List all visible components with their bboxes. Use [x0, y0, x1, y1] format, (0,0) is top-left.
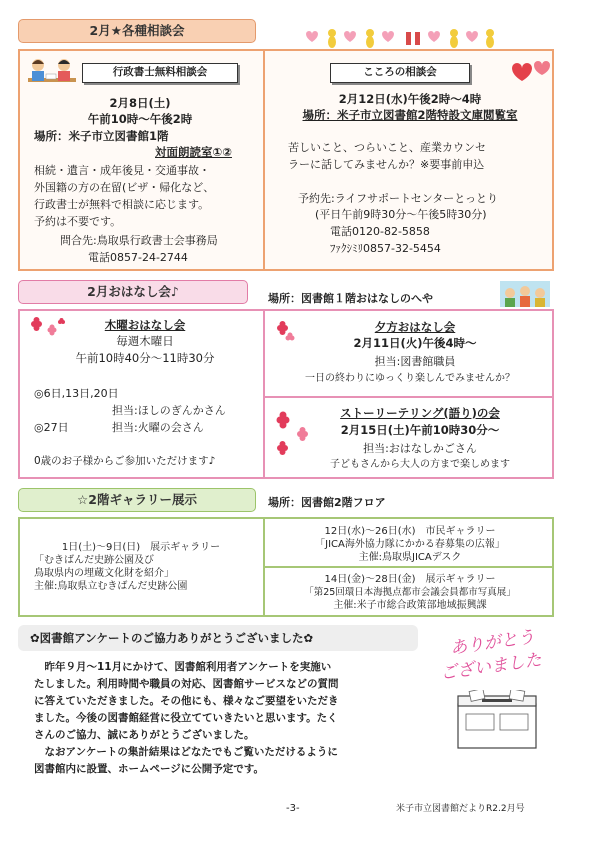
gyosei-body-line: 予約は不要です。 [34, 215, 122, 228]
mokuyo-title: 木曜おはなし会 [104, 318, 186, 332]
yugata-staff: 担当:図書館職員 [374, 355, 456, 368]
survey-line: ました。今後の図書館経営に役立てていきたいと思います。たく [34, 712, 338, 724]
kokoro-body-line: 苦しいこと、つらいこと、産業カウンセ [288, 141, 486, 154]
gyosei-time: 午前10時～午後2時 [87, 112, 193, 126]
gallery-header: ☆2階ギャラリー展示 [18, 488, 256, 512]
yugata-title: 夕方おはなし会 [374, 320, 456, 334]
story-date: 2月15日(土)午前10時30分～ [340, 423, 500, 437]
story-note: 子どもさんから大人の方まで楽しめます [330, 459, 510, 470]
story-title: ストーリーテリング(語り)の会 [340, 406, 500, 420]
thanks-text: ございました [439, 649, 543, 685]
kokoro-date: 2月12日(水)午後2時～4時 [338, 92, 482, 106]
kokoro-place: 場所：米子市立図書館2階特設文庫閲覧室 [302, 108, 518, 122]
gallery-right2-line: 14日(金)～28日(金) 展示ギャラリー [324, 574, 496, 585]
ohanashi-vdivider [263, 311, 265, 477]
kokoro-fax: ﾌｧｸｼﾐﾘ0857-32-5454 [330, 242, 441, 255]
ohanashi-hdivider [265, 396, 552, 398]
soudan-header: 2月★各種相談会 [18, 19, 256, 43]
mokuyo-note: 0歳のお子様からご参加いただけます♪ [34, 455, 216, 467]
mokuyo-line1-staff: 担当:ほしのぎんかさん [112, 404, 226, 417]
yugata-date: 2月11日(火)午後4時～ [353, 336, 477, 350]
survey-line: 図書館内に設置、ホームページに公開予定です。 [34, 763, 264, 775]
gyosei-contact: 問合先:鳥取県行政書士会事務局 [60, 234, 218, 247]
gallery-right1-line: 主催:鳥取県JICAデスク [358, 552, 462, 563]
footer-credit: 米子市立図書館だよりR2.2月号 [396, 804, 525, 814]
gallery-right1-line: 「JICA海外協力隊にかかる春募集の広報」 [315, 539, 505, 550]
survey-header: ✿図書館アンケートのご協力ありがとうございました✿ [18, 625, 418, 651]
gallery-right2-line: 主催:米子市総合政策部地域振興課 [333, 600, 487, 611]
soudan-divider [263, 51, 265, 269]
mokuyo-time: 午前10時40分～11時30分 [75, 351, 215, 365]
story-staff: 担当:おはなしかごさん [363, 442, 477, 455]
mokuyo-freq: 毎週木曜日 [116, 334, 174, 348]
gyosei-place1: 場所：米子市立図書館1階 [34, 129, 169, 143]
gyosei-body-line: 外国籍の方の在留(ビザ・帰化など、 [34, 181, 215, 194]
gyosei-phone: 電話0857-24-2744 [88, 251, 188, 264]
survey-line: に答えていただきました。その他にも、様々なご要望をいただき [34, 695, 339, 707]
survey-box-illustration-icon [452, 690, 542, 752]
mokuyo-line2: ◎27日 [34, 421, 69, 434]
mokuyo-line2-staff: 担当:火曜の会さん [112, 421, 204, 434]
hearts-icon [510, 58, 552, 86]
thanks-text: ありがとう [449, 627, 536, 659]
plum-blossom-icon [272, 320, 296, 344]
gallery-right2-line: 「第25回環日本海拠点都市会議会員都市写真展」 [304, 587, 516, 598]
gallery-place: 場所：図書館2階フロア [268, 496, 386, 509]
ohanashi-header: 2月おはなし会♪ [18, 280, 248, 304]
gallery-left-line: 1日(土)～9日(日) 展示ギャラリー [61, 542, 221, 553]
kokoro-hours: (平日午前9時30分～午後5時30分) [315, 208, 487, 221]
gallery-left-line: 「むきばんだ史跡公園及び [34, 555, 154, 566]
yugata-note: 一日の終わりにゆっくり楽しんでみませんか？ [305, 373, 515, 384]
survey-line: たしました。利用時間や職員の対応、図書館サービスなどの質問 [34, 678, 339, 690]
kokoro-tel: 電話0120-82-5858 [330, 225, 430, 238]
survey-line: 昨年９月～11月にかけて、図書館利用者アンケートを実施い [34, 661, 332, 673]
gyosei-body-line: 行政書士が無料で相談に応じます。 [34, 198, 210, 211]
mokuyo-line1: ◎6日,13日,20日 [34, 387, 119, 400]
gyosei-body-line: 相続・遺言・成年後見・交通事故・ [34, 164, 210, 177]
survey-line: さんのご協力、誠にありがとうございました。 [34, 729, 255, 741]
gyosei-place2: 対面朗読室①② [155, 145, 232, 159]
storytime-illustration-icon [500, 281, 550, 307]
chick-hearts-decoration-icon [300, 24, 500, 50]
survey-line: なおアンケートの集計結果はどなたでもご覧いただけるように [34, 746, 338, 758]
consultation-people-icon [26, 56, 78, 92]
gallery-right1-line: 12日(水)～26日(水) 市民ギャラリー [324, 526, 496, 537]
kokoro-body-line: ラーに話してみませんか？※要事前申込 [288, 158, 485, 171]
gallery-left-line: 鳥取県内の埋蔵文化財を紹介」 [34, 568, 174, 579]
gyosei-date: 2月8日(土) [109, 96, 171, 110]
ohanashi-place: 場所：図書館１階おはなしのへや [268, 292, 433, 305]
gallery-left-line: 主催:鳥取県立むきばんだ史跡公園 [34, 581, 188, 592]
gallery-hdivider [265, 566, 552, 568]
gyosei-title: 行政書士無料相談会 [82, 63, 238, 83]
page-number: -3- [286, 803, 300, 814]
kokoro-title: こころの相談会 [330, 63, 470, 83]
kokoro-reserve: 予約先:ライフサポートセンターとっとり [298, 192, 499, 205]
